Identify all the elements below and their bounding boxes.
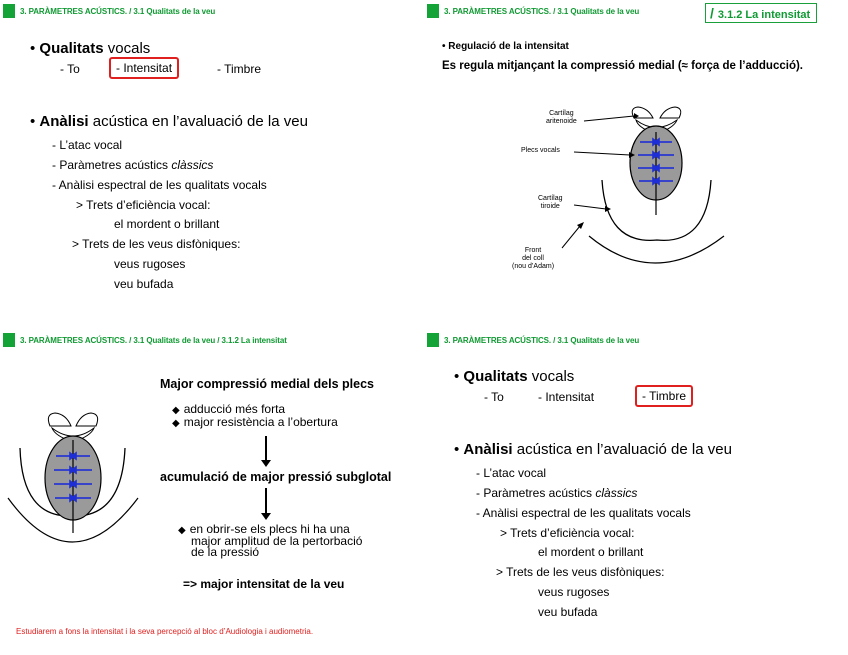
diamond-icon: ◆ bbox=[172, 418, 180, 429]
slide-header bbox=[3, 4, 215, 18]
breadcrumb-section: 3. PARÀMETRES ACÚSTICS. bbox=[20, 335, 128, 345]
line-trets-eficiencia: > Trets d’eficiència vocal: bbox=[76, 198, 211, 212]
qualitats-bold: Qualitats bbox=[463, 368, 528, 385]
line-atac: - L’atac vocal bbox=[476, 466, 547, 480]
slide-qualitats-intensitat bbox=[0, 0, 424, 327]
green-marker bbox=[3, 4, 15, 18]
item-timbre: - Timbre bbox=[217, 62, 262, 76]
breadcrumb bbox=[20, 7, 215, 16]
slide-regulacio-intensitat bbox=[424, 0, 848, 327]
line-trets-disfoniques: > Trets de les veus disfòniques: bbox=[496, 565, 665, 579]
label-aritenoide bbox=[546, 110, 577, 126]
line-bufada: veu bufada bbox=[538, 605, 598, 619]
label-front-l2: del coll bbox=[522, 255, 544, 262]
item-intensitat: - Intensitat bbox=[538, 390, 595, 404]
breadcrumb-section: 3. PARÀMETRES ACÚSTICS. bbox=[20, 6, 128, 16]
bullet-amplitud-l3: de la pressió bbox=[191, 545, 260, 559]
line-rugoses: veus rugoses bbox=[538, 585, 610, 599]
result-intensitat: => major intensitat de la veu bbox=[183, 577, 345, 591]
arytenoid-right bbox=[76, 413, 98, 426]
regulacio-bullet: • Regulació de la intensitat bbox=[442, 41, 569, 52]
leader-tiroide bbox=[574, 205, 606, 209]
item-to: - To bbox=[60, 62, 80, 76]
audiologia-note: Estudiarem a fons la intensitat i la seva percepció al bloc d’Audiologia i audiometria. bbox=[16, 627, 314, 636]
analisi-rest: acústica en l’avaluació de la veu bbox=[88, 113, 308, 130]
bullet-adduccio-text: adducció més forta bbox=[183, 402, 286, 416]
qualitats-bold: Qualitats bbox=[39, 40, 104, 57]
pressio-subglotal: acumulació de major pressió subglotal bbox=[160, 470, 392, 484]
label-plecs: Plecs vocals bbox=[521, 147, 560, 154]
line-espectral: - Anàlisi espectral de les qualitats vocals bbox=[52, 178, 267, 192]
item-timbre-highlight: - Timbre bbox=[635, 385, 693, 407]
down-arrow-1 bbox=[265, 436, 267, 461]
line-bufada: veu bufada bbox=[114, 277, 174, 291]
tag-label: 3.1.2 La intensitat bbox=[717, 9, 811, 21]
label-aritenoide-l2: aritenoide bbox=[546, 118, 577, 125]
slide-header bbox=[427, 333, 639, 347]
leader-aritenoide bbox=[584, 116, 634, 121]
green-marker bbox=[427, 333, 439, 347]
regulacio-sentence: Es regula mitjançant la compressió medial (≈ força de l’adducció). bbox=[442, 60, 803, 72]
tag-slash: / bbox=[710, 5, 714, 21]
line-trets-disfoniques: > Trets de les veus disfòniques: bbox=[72, 237, 241, 251]
arytenoid-left bbox=[48, 413, 71, 426]
breadcrumb-subsection: / 3.1 Qualitats de la veu bbox=[553, 335, 640, 345]
line-rugoses: veus rugoses bbox=[114, 257, 186, 271]
line-mordent: el mordent o brillant bbox=[114, 217, 220, 231]
label-front bbox=[512, 247, 554, 271]
line-parametres bbox=[476, 486, 637, 500]
label-tiroide-l2: tiroide bbox=[540, 203, 560, 210]
slide-qualitats-timbre bbox=[424, 328, 848, 655]
leader-front bbox=[562, 226, 580, 248]
line-trets-eficiencia: > Trets d’eficiència vocal: bbox=[500, 526, 635, 540]
label-front-l1: Front bbox=[524, 247, 542, 254]
analisi-heading: • Anàlisi acústica en l’avaluació de la veu bbox=[30, 113, 308, 130]
line-atac: - L’atac vocal bbox=[52, 138, 123, 152]
bullet-amplitud bbox=[178, 524, 362, 558]
analisi-heading: • Anàlisi acústica en l’avaluació de la veu bbox=[454, 441, 732, 458]
line-parametres-text: - Paràmetres acústics bbox=[52, 158, 172, 172]
item-intensitat-highlight: - Intensitat bbox=[109, 57, 179, 79]
line-parametres-italic: clàssics bbox=[171, 158, 214, 172]
line-parametres bbox=[52, 158, 213, 172]
qualitats-heading: • Qualitats vocals bbox=[454, 368, 575, 385]
leader-plecs bbox=[574, 152, 630, 155]
analisi-bold: Anàlisi bbox=[39, 113, 89, 130]
analisi-bold: Anàlisi bbox=[463, 441, 513, 458]
line-parametres-text: - Paràmetres acústics bbox=[476, 486, 596, 500]
diamond-icon: ◆ bbox=[172, 405, 180, 416]
item-to: - To bbox=[484, 390, 504, 404]
line-espectral: - Anàlisi espectral de les qualitats vocals bbox=[476, 506, 691, 520]
slide-compressio-medial bbox=[0, 328, 424, 655]
breadcrumb bbox=[444, 336, 639, 345]
breadcrumb-subsection: / 3.1 Qualitats de la veu / 3.1.2 La intensitat bbox=[129, 335, 287, 345]
line-parametres-italic: clàssics bbox=[595, 486, 638, 500]
compressio-title: Major compressió medial dels plecs bbox=[160, 377, 374, 391]
qualitats-rest: vocals bbox=[103, 40, 151, 57]
breadcrumb-subsection: / 3.1 Qualitats de la veu bbox=[553, 6, 640, 16]
label-tiroide-l1: Cartílag bbox=[538, 195, 563, 202]
breadcrumb-section: 3. PARÀMETRES ACÚSTICS. bbox=[444, 6, 552, 16]
label-front-l3: (nou d’Adam) bbox=[512, 263, 555, 270]
bullet-amplitud-l2: major amplitud de la pertorbació bbox=[191, 534, 363, 548]
bullet-amplitud-l1: en obrir-se els plecs hi ha una bbox=[189, 522, 350, 536]
breadcrumb-subsection: / 3.1 Qualitats de la veu bbox=[129, 6, 216, 16]
breadcrumb-section: 3. PARÀMETRES ACÚSTICS. bbox=[444, 335, 552, 345]
down-arrow-2 bbox=[265, 488, 267, 514]
label-tiroide bbox=[538, 195, 563, 211]
qualitats-heading: • Qualitats vocals bbox=[30, 40, 151, 57]
diamond-icon: ◆ bbox=[178, 525, 186, 536]
larynx-diagram bbox=[424, 0, 848, 327]
arytenoid-right bbox=[660, 107, 681, 118]
label-aritenoide-l1: Cartílag bbox=[549, 110, 574, 117]
qualitats-rest: vocals bbox=[527, 368, 575, 385]
bullet-resistencia-text: major resistència a l’obertura bbox=[183, 415, 338, 429]
analisi-rest: acústica en l’avaluació de la veu bbox=[512, 441, 732, 458]
bullet-resistencia bbox=[172, 416, 338, 430]
line-mordent: el mordent o brillant bbox=[538, 545, 644, 559]
